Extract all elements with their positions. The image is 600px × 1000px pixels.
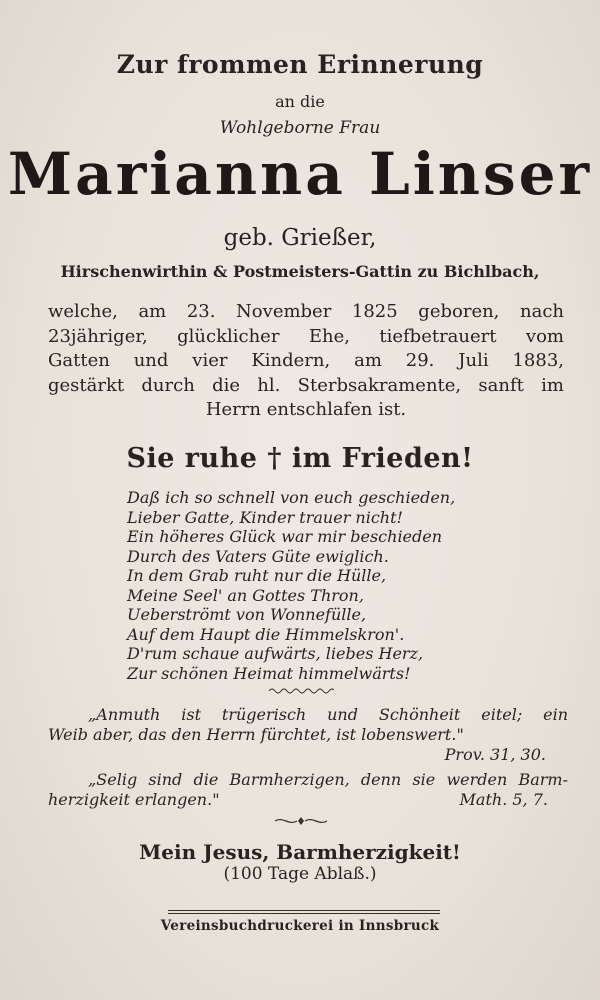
indulgence-note: (100 Tage Ablaß.) (223, 864, 377, 884)
poem-line: Daß ich so schnell von euch geschieden, (127, 488, 456, 507)
poem-line: Zur schönen Heimat himmelwärts! (127, 663, 411, 683)
biography-line: welche, am 23. November 1825 geboren, nach (48, 301, 564, 322)
poem-line: Ein höheres Glück war mir beschieden (127, 527, 443, 546)
printer-imprint: Vereinsbuchdruckerei in Innsbruck (160, 918, 440, 934)
scroll-ornament-icon (273, 815, 329, 827)
rest-in-peace-heading: Sie ruhe † im Frieden! (126, 443, 474, 474)
matthew-quote (48, 770, 568, 810)
heading-honorific: Wohlgeborne Frau (219, 118, 381, 138)
quote-line: Weib aber, das den Herrn fürchtet, ist lobenswert." (48, 725, 464, 744)
poem (127, 488, 487, 683)
poem-line: Lieber Gatte, Kinder trauer nicht! (127, 507, 403, 527)
quote-line: herzigkeit erlangen." (48, 790, 220, 809)
heading-remembrance: Zur frommen Erinnerung (116, 50, 484, 79)
wave-ornament-icon (268, 687, 334, 695)
poem-line: In dem Grab ruht nur die Hülle, (127, 566, 387, 585)
poem-line: Durch des Vaters Güte ewiglich. (127, 546, 389, 566)
biography-line: Gatten und vier Kindern, am 29. Juli 1883, (48, 350, 564, 371)
biography-line: 23jähriger, glücklicher Ehe, tiefbetrauert vom (48, 325, 564, 347)
prayer-line: Mein Jesus, Barmherzigkeit! (139, 840, 461, 864)
divider-rule (168, 910, 440, 911)
poem-line: Auf dem Haupt die Himmelskron'. (127, 624, 405, 644)
biography-line: Herrn entschlafen ist. (205, 399, 407, 420)
poem-line: Ueberströmt von Wonnefülle, (127, 605, 367, 624)
poem-line: D'rum schaue aufwärts, liebes Herz, (127, 644, 424, 663)
quote-line-with-reference (48, 790, 568, 810)
quote-line: „Selig sind die Barmherzigen, denn sie werden Barm- (88, 770, 568, 789)
divider-rule (168, 913, 440, 914)
poem-line: Meine Seel' an Gottes Thron, (127, 585, 364, 605)
quote-line: „Anmuth ist trügerisch und Schönheit eitel; ein (88, 705, 568, 724)
quote-reference: Prov. 31, 30. (444, 745, 546, 764)
biography-line: gestärkt durch die hl. Sterbsakramente, sanft im (48, 374, 564, 396)
heading-to-the: an die (275, 92, 325, 111)
maiden-name: geb. Grießer, (223, 225, 377, 251)
deceased-name: Marianna Linser (7, 140, 593, 208)
proverbs-quote (48, 705, 568, 765)
quote-reference: Math. 5, 7. (459, 790, 548, 809)
occupation-line: Hirschenwirthin & Postmeisters-Gattin zu Bichlbach, (60, 262, 540, 281)
biography-paragraph (48, 300, 564, 423)
